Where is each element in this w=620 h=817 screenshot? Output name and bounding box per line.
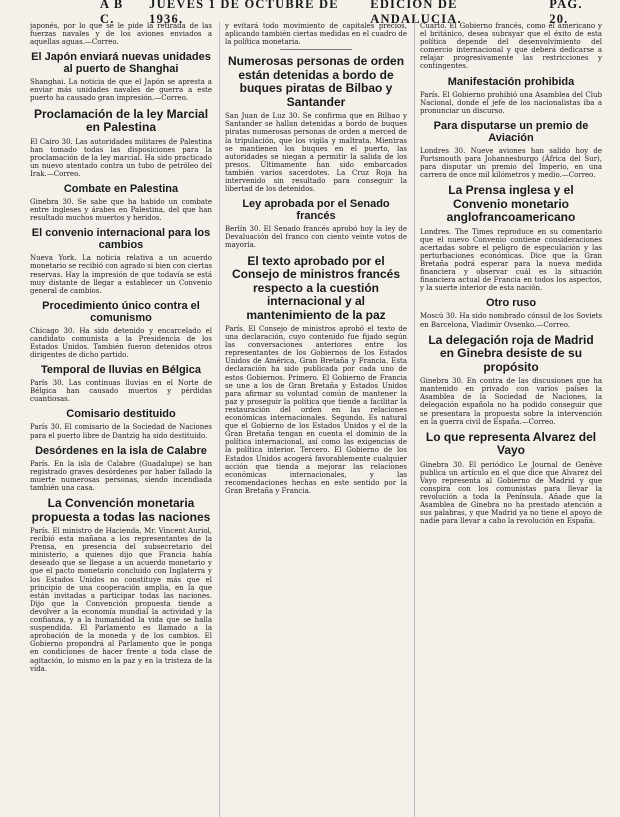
publication-name: A B C. (100, 0, 124, 26)
column-2 (219, 22, 407, 817)
article-body: Ginebra 30. Se sabe que ha habido un combate entre ingleses y árabes en Palestina, del que han resultado muchos muertos y heridos. (30, 198, 212, 223)
article-headline: La Prensa inglesa y el Convenio monetario anglofrancoamericano (446, 183, 576, 225)
article-headline: La Convención monetaria propuesta a todas las naciones (31, 496, 211, 524)
article-body: París 30. Las continuas lluvias en el Norte de Bélgica han causado muertos y pérdidas cuantiosas. (30, 379, 212, 404)
article-body: El Cairo 30. Las autoridades militares de Palestina han tomado todas las disposiciones para la proclamación de la ley marcial. Ha sido practicado un nuevo atentado contra un tubo de petróleo del Irak.—Correo. (30, 137, 212, 178)
article-body: Ginebra 30. El periódico Le Journal de Genève publica un artículo en el que dice que Alvarez del Vayo representa al Gobierno de Madrid y que conspira con los comunistas para llevar la revolución a toda la Península. Añade que la Asamblea de Ginebra no ha prestado atención a sus palabras, y que Madrid ya no tiene el apoyo de nadie para llevar a cabo la revolución en España. (420, 460, 602, 526)
column-3 (414, 22, 602, 817)
article-body: Nueva York. La noticia relativa a un acuerdo monetario se recibió con agrado si bien con ciertas reservas. Hay la impresión de que todavía se está muy distante de llegar a establecer un Convenio general de cambios. (30, 254, 212, 295)
article-headline: Procedimiento único contra el comunismo (42, 299, 200, 324)
article-headline: La delegación roja de Madrid en Ginebra desiste de su propósito (428, 332, 594, 374)
article-body: París. El Consejo de ministros aprobó el texto de una declaración, cuyo contenido fue fijado según las conversaciones anteriores entre los representantes de los Gobiernos de los Estados Unidos de América, Gran Bretaña y Francia. Esta declaración ha sido publicada por cada uno de estos Gobiernos. Primero. El Gobierno de Francia se une a los de Gran Bretaña y Estados Unidos para afirmar su voluntad común de mantener la paz y proseguir la política que tiende a facilitar la restauración del orden en las relaciones económicas internacionales. Segundo. Es natural que el Gobierno de los Estados Unidos y el de la Gran Bretaña tengan en cuenta el dominio de la política internacional, así como las exigencias de la política interior. Tercero. El Gobierno de los Estados Unidos acogerá favorablemente cualquier acción que tienda a mejorar las relaciones económicas internacionales, y las recomendaciones hechas en este sentido por la Gran Bretaña y Francia. (225, 325, 407, 495)
article-body: París. El ministro de Hacienda, Mr. Vincent Auriol, recibió esta mañana a los representantes de la Prensa, en presencia del subsecretario del ministerio, a quienes dijo que Francia había deseado que se llegase a un acuerdo monetario y que el pacto monetario concluido con Inglaterra y los Estados Unidos no constituye más que el principio de una cooperación amplia, en la que están invitadas a participar todas las naciones. Dijo que la Convención propuesta tiende a devolver a la economía mundial la actividad y la confianza, y a la humanidad la vida que se halla suspendida. El Parlamento es llamado a la aprobación de la moneda y de los cambios. El Gobierno propondrá al Parlamento que le ponga en condiciones de hacer frente a toda clase de agitación, lo mismo en la paz y en la tristeza de la vida. (30, 527, 212, 673)
article-body: Shanghai. La noticia de que el Japón se apresta a enviar más unidades navales de guerra a este puerto ha causado gran impresión.—Correo. (30, 78, 212, 103)
page-header (30, 0, 602, 26)
continued-text: Cuarto. El Gobierno francés, como el americano y el británico, desea subrayar que el éxito de esta política depende del desenvolvimiento del comercio internacional y que deberá dedicarse a relajar progresivamente las restricciones y contingentes. (420, 22, 602, 71)
article-headline: El Japón enviará nuevas unidades al puerto de Shanghai (31, 51, 211, 76)
divider (280, 49, 353, 50)
article-body: Londres. The Times reproduce en su comentario que el nuevo Convenio contiene consideraciones acertadas sobre el peligro de especulación y las perturbaciones económicas. Dice que la Gran Bretaña podrá esperar para la nueva medida financiera y observar cuál es la situación financiera actual de Francia en todos los aspectos, y la suerte interior de esta nación. (420, 227, 602, 293)
article-headline: Otro ruso (485, 297, 537, 310)
column-1 (30, 22, 212, 817)
article-headline: Proclamación de la ley Marcial en Palestina (33, 106, 209, 135)
article-body: Chicago 30. Ha sido detenido y encarcelado el candidato comunista a la Presidencia de los Estados Unidos. También fueron detenidos otros dirigentes de dicho partido. (30, 326, 212, 360)
article-headline: El texto aprobado por el Consejo de ministros francés respecto a la cuestión internacional y al mantenimiento de la paz (231, 253, 401, 322)
page-number: PAG. 20. (549, 0, 583, 26)
article-body: Ginebra 30. En contra de las discusiones que ha mantenido en privado con varios países la Asamblea de la Sociedad de Naciones, la delegación española no ha podido conseguir que se presentara la propuesta sobre la intervención en la guerra civil de España.—Correo. (420, 377, 602, 426)
article-headline: Para disputarse un premio de Aviación (433, 119, 589, 144)
issue-date: JUEVES 1 DE OCTUBRE DE 1936. (149, 0, 339, 26)
article-body: San Juan de Luz 30. Se confirma que en Bilbao y Santander se hallan detenidas a bordo de buques piratas numerosas personas de orden a merced de la tripulación, que los vigila y maltrata. Mientras se mantienen los buques en el puerto, las autoridades se niegan a permitir la salida de los presos. Últimamente han sido embarcados también varios sacerdotes. La Cruz Roja ha intervenido sin resultado para conseguir la libertad de los detenidos. (225, 112, 407, 194)
article-headline: Combate en Palestina (63, 183, 179, 196)
article-headline: Ley aprobada por el Senado francés (242, 198, 390, 223)
continued-text: japonés, por lo que se le pide la retirada de las fuerzas navales y de los aviones enviados a aquellas aguas.—Correo. (30, 22, 212, 47)
article-body: Berlín 30. El Senado francés aprobó hoy la ley de Devaluación del franco con ciento veinte votos de mayoría. (225, 225, 407, 250)
article-body: París 30. El comisario de la Sociedad de Naciones para el puerto libre de Dantzig ha sido destituido. (30, 423, 212, 440)
continued-text: y evitará todo movimiento de capitales precios, aplicando también ciertas medidas en el cuadro de la política monetaria. (225, 22, 407, 47)
article-headline: Desórdenes en la isla de Calabre (35, 444, 207, 457)
article-headline: Numerosas personas de orden están detenidas a bordo de buques piratas de Bilbao y Santander (227, 54, 405, 109)
article-body: París. En la isla de Calabre (Guadalupe) se han registrado graves desórdenes por haber fallado la muerte numerosas personas, siendo incendiada también una casa. (30, 459, 212, 492)
columns (30, 22, 602, 817)
article-headline: Lo que representa Alvarez del Vayo (425, 429, 597, 458)
article-headline: Temporal de lluvias en Bélgica (41, 364, 201, 377)
article-headline: El convenio internacional para los cambios (31, 227, 211, 252)
article-headline: Comisario destituido (66, 408, 176, 421)
article-body: París. El Gobierno prohibió una Asamblea del Club Nacional, donde el jefe de los nacionalistas iba a pronunciar un discurso. (420, 90, 602, 115)
edition-name: EDICION DE ANDALUCIA. (370, 0, 462, 26)
article-headline: Manifestación prohibida (447, 75, 575, 88)
article-body: Londres 30. Nueve aviones han salido hoy de Portsmouth para Johannesburgo (África del Sur), para disputar un premio del Imperio, en una carrera de once mil kilómetros y medio.—Correo. (420, 146, 602, 180)
article-body: Moscú 30. Ha sido nombrado cónsul de los Soviets en Barcelona, Vladimir Ovsenko.—Correo. (420, 312, 602, 329)
